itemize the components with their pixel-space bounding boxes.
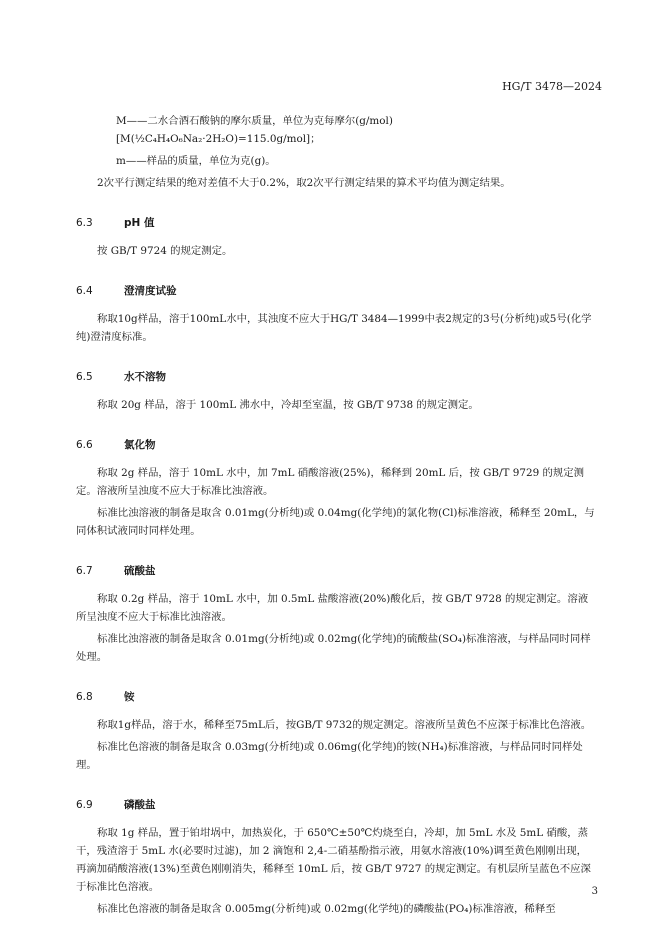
page-content xyxy=(76,112,596,928)
section-heading xyxy=(76,796,596,814)
section-number: 6.9 xyxy=(76,799,93,811)
tolerance-statement: 2次平行测定结果的绝对差值不大于0.2%，取2次平行测定结果的算术平均值为测定结果。 xyxy=(97,177,511,189)
section-paragraph: 标准比浊溶液的制备是取含 0.01mg(分析纯)或 0.02mg(化学纯)的硫酸盐(SO₄)标准溶液，与样品同时同样处理。 xyxy=(76,633,591,663)
section-paragraph: 称取 20g 样品，溶于 100mL 沸水中，冷却至室温，按 GB/T 9738 的规定测定。 xyxy=(97,399,479,411)
section-title: 澄清度试验 xyxy=(124,285,177,297)
molar-mass-definition: M——二水合酒石酸钠的摩尔质量，单位为克每摩尔(g/mol)[M(½C₄H₄O₆Na₂·2H₂O)=115.0g/mol]； xyxy=(116,115,393,145)
section-number: 6.3 xyxy=(76,217,93,229)
section-paragraph: 称取 1g 样品，置于铂坩埚中，加热炭化，于 650℃±50℃灼烧至白，冷却，加 5mL 水及 5mL 硝酸，蒸干，残渣溶于 5mL 水(必要时过滤)，加 2 滴饱和 2,4-二硝基酚指示液，用氨水溶液(10%)调至黄色刚刚出现，再滴加硝酸溶液(13%)至黄色刚刚消失，稀释至 10mL 后，按 GB/T 9727 的规定测定。有机层所呈蓝色不应深于标准比色溶液。 xyxy=(76,827,591,893)
section-paragraph: 称取 2g 样品，溶于 10mL 水中，加 7mL 硝酸溶液(25%)，稀释到 20mL 后，按 GB/T 9729 的规定测定。溶液所呈浊度不应大于标准比浊溶液。 xyxy=(76,467,585,497)
section-heading xyxy=(76,436,596,454)
section-number: 6.8 xyxy=(76,691,93,703)
section-6-4 xyxy=(76,282,596,346)
section-heading xyxy=(76,282,596,300)
section-6-3 xyxy=(76,214,596,260)
section-title: 水不溶物 xyxy=(124,371,166,383)
section-6-9 xyxy=(76,796,596,918)
section-title: 氯化物 xyxy=(124,439,156,451)
section-paragraph: 标准比色溶液的制备是取含 0.03mg(分析纯)或 0.06mg(化学纯)的铵(NH₄)标准溶液，与样品同时同样处理。 xyxy=(76,741,583,771)
section-number: 6.6 xyxy=(76,439,93,451)
section-title: pH 值 xyxy=(124,217,155,229)
section-6-5 xyxy=(76,368,596,414)
section-paragraph: 标准比色溶液的制备是取含 0.005mg(分析纯)或 0.02mg(化学纯)的磷酸盐(PO₄)标准溶液，稀释至 xyxy=(97,903,556,915)
section-paragraph: 标准比浊溶液的制备是取含 0.01mg(分析纯)或 0.04mg(化学纯)的氯化物(Cl)标准溶液，稀释至 20mL，与同体积试液同时同样处理。 xyxy=(76,507,595,537)
section-paragraph: 称取1g样品，溶于水，稀释至75mL后，按GB/T 9732的规定测定。溶液所呈黄色不应深于标准比色溶液。 xyxy=(97,719,592,731)
section-6-7 xyxy=(76,562,596,666)
section-paragraph: 称取10g样品，溶于100mL水中，其浊度不应大于HG/T 3484—1999中表2规定的3号(分析纯)或5号(化学纯)澄清度标准。 xyxy=(76,313,592,343)
sample-mass-definition: m——样品的质量，单位为克(g)。 xyxy=(116,155,276,167)
section-paragraph: 按 GB/T 9724 的规定测定。 xyxy=(97,245,233,257)
section-6-6 xyxy=(76,436,596,540)
section-title: 硫酸盐 xyxy=(124,565,156,577)
section-number: 6.4 xyxy=(76,285,93,297)
section-title: 磷酸盐 xyxy=(124,799,156,811)
section-heading xyxy=(76,688,596,706)
section-6-8 xyxy=(76,688,596,774)
page-number: 3 xyxy=(591,886,598,897)
section-number: 6.7 xyxy=(76,565,93,577)
section-number: 6.5 xyxy=(76,371,93,383)
section-title: 铵 xyxy=(124,691,135,703)
section-paragraph: 称取 0.2g 样品，溶于 10mL 水中，加 0.5mL 盐酸溶液(20%)酸化后，按 GB/T 9728 的规定测定。溶液所呈浊度不应大于标准比浊溶液。 xyxy=(76,593,589,623)
document-id: HG/T 3478—2024 xyxy=(502,80,602,93)
section-heading xyxy=(76,214,596,232)
section-heading xyxy=(76,562,596,580)
section-heading xyxy=(76,368,596,386)
